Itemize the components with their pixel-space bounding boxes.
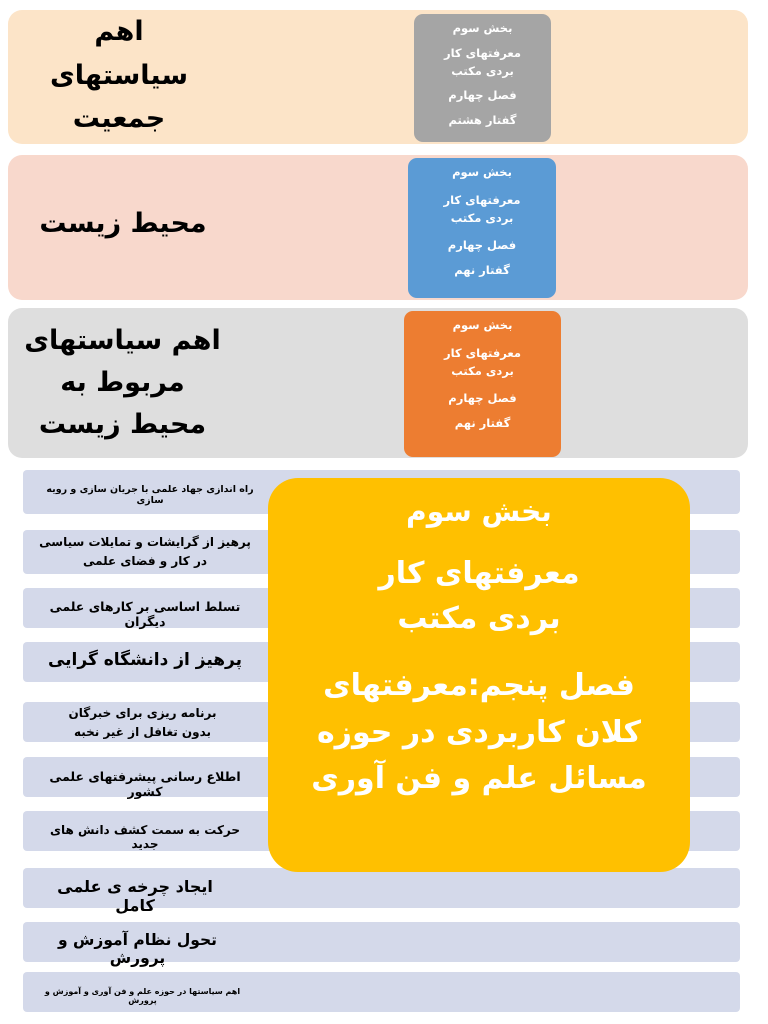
environment-policies-title: اهم سیاستهای مربوط به محیط زیست — [24, 325, 221, 440]
policy-row-label: حرکت به سمت کشف دانش های جدید — [49, 823, 241, 851]
card-chapter: فصل چهارم — [447, 238, 517, 253]
environment-policies-reference-card — [404, 311, 561, 457]
policy-row-label: ایجاد چرخه ی علمی کامل — [57, 877, 213, 915]
science-technology-reference-box — [268, 478, 690, 872]
policy-row-label: پرهیز از گرایشات و تمایلات سیاسی در کار و فضای علمی — [39, 535, 251, 568]
environment-title: محیط زیست — [39, 208, 207, 239]
card-lesson: گفتار نهم — [454, 263, 510, 278]
policy-row — [23, 868, 740, 915]
policy-row — [23, 922, 740, 967]
main-box-book: معرفتهای کار بردی مکتب — [378, 556, 580, 637]
card-chapter: فصل چهارم — [448, 88, 517, 103]
policy-row-label: پرهیز از دانشگاه گرایی — [47, 650, 243, 670]
card-chapter: فصل چهارم — [448, 391, 517, 406]
policy-row — [23, 972, 740, 1012]
main-box-chapter: فصل پنجم:معرفتهای کلان کاربردی در حوزه مسائل علم و فن آوری — [311, 668, 647, 797]
population-reference-card — [414, 14, 551, 142]
main-box-section: بخش سوم — [406, 495, 552, 528]
population-policies-title: اهم سیاستهای جمعیت — [50, 16, 188, 135]
policy-row-label: اهم سیاستها در حوزه علم و فن آوری و آموزش و پرورش — [44, 987, 241, 1005]
card-lesson: گفتار نهم — [454, 416, 511, 431]
policy-row-label: تحول نظام آموزش و پرورش — [57, 931, 218, 967]
card-section: بخش سوم — [452, 318, 513, 332]
card-section: بخش سوم — [452, 165, 512, 179]
card-lesson: گفتار هشتم — [448, 113, 517, 128]
policy-row-label: اطلاع رسانی پیشرفتهای علمی کشور — [49, 769, 241, 799]
card-section: بخش سوم — [452, 21, 513, 35]
policy-row-label: راه اندازی جهاد علمی با جریان سازی و رویه سازی — [46, 484, 254, 506]
card-book: معرفتهای کار بردی مکتب — [443, 345, 522, 378]
environment-reference-card — [408, 158, 556, 298]
policy-row-label: تسلط اساسی بر کارهای علمی دیگران — [49, 599, 241, 629]
card-book: معرفتهای کار بردی مکتب — [443, 192, 521, 225]
policy-row-label: برنامه ریزی برای خبرگان بدون تغافل از غیر نخبه — [68, 706, 217, 739]
card-book: معرفتهای کار بردی مکتب — [443, 45, 522, 78]
